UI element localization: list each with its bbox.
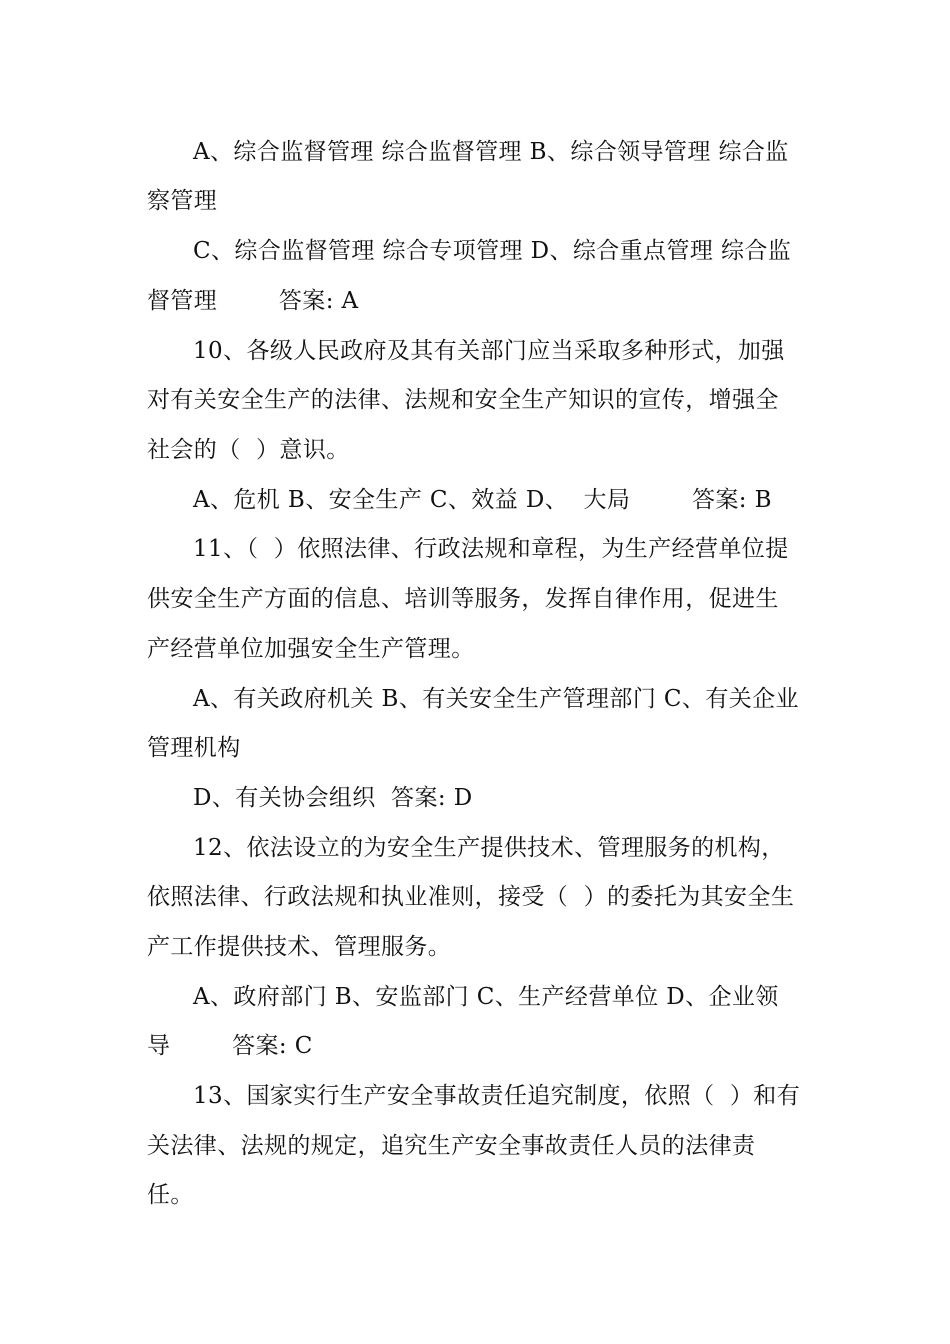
- text-line: A、有关政府机关 B、有关安全生产管理部门 C、有关企业: [193, 686, 799, 712]
- text-line: 察管理: [147, 188, 218, 214]
- text-line: A、综合监督管理 综合监督管理 B、综合领导管理 综合监: [193, 139, 789, 165]
- text-line: 13、国家实行生产安全事故责任追究制度，依照（ ）和有: [193, 1083, 801, 1109]
- text-line: 任。: [147, 1182, 194, 1208]
- text-line: 关法律、法规的规定，追究生产安全事故责任人员的法律责: [147, 1133, 756, 1159]
- text-line: 督管理 答案: A: [147, 288, 359, 314]
- text-line: 12、依法设立的为安全生产提供技术、管理服务的机构，: [193, 835, 785, 861]
- text-line: 依照法律、行政法规和执业准则，接受（ ）的委托为其安全生: [147, 884, 795, 910]
- text-line: 11、（ ）依照法律、行政法规和章程，为生产经营单位提: [193, 536, 789, 562]
- text-line: 导 答案: C: [147, 1033, 313, 1059]
- text-line: 供安全生产方面的信息、培训等服务，发挥自律作用，促进生: [147, 586, 779, 612]
- text-line: 社会的（ ）意识。: [147, 437, 350, 463]
- text-line: 产工作提供技术、管理服务。: [147, 934, 452, 960]
- text-line: 管理机构: [147, 735, 241, 761]
- text-line: 对有关安全生产的法律、法规和安全生产知识的宣传，增强全: [147, 387, 779, 413]
- text-line: A、危机 B、安全生产 C、效益 D、 大局 答案: B: [193, 487, 772, 513]
- text-line: 产经营单位加强安全生产管理。: [147, 636, 475, 662]
- text-line: A、政府部门 B、安监部门 C、生产经营单位 D、企业领: [193, 984, 779, 1010]
- text-line: 10、各级人民政府及其有关部门应当采取多种形式，加强: [193, 338, 785, 364]
- text-line: D、有关协会组织 答案: D: [193, 785, 473, 811]
- text-line: C、综合监督管理 综合专项管理 D、综合重点管理 综合监: [193, 238, 792, 264]
